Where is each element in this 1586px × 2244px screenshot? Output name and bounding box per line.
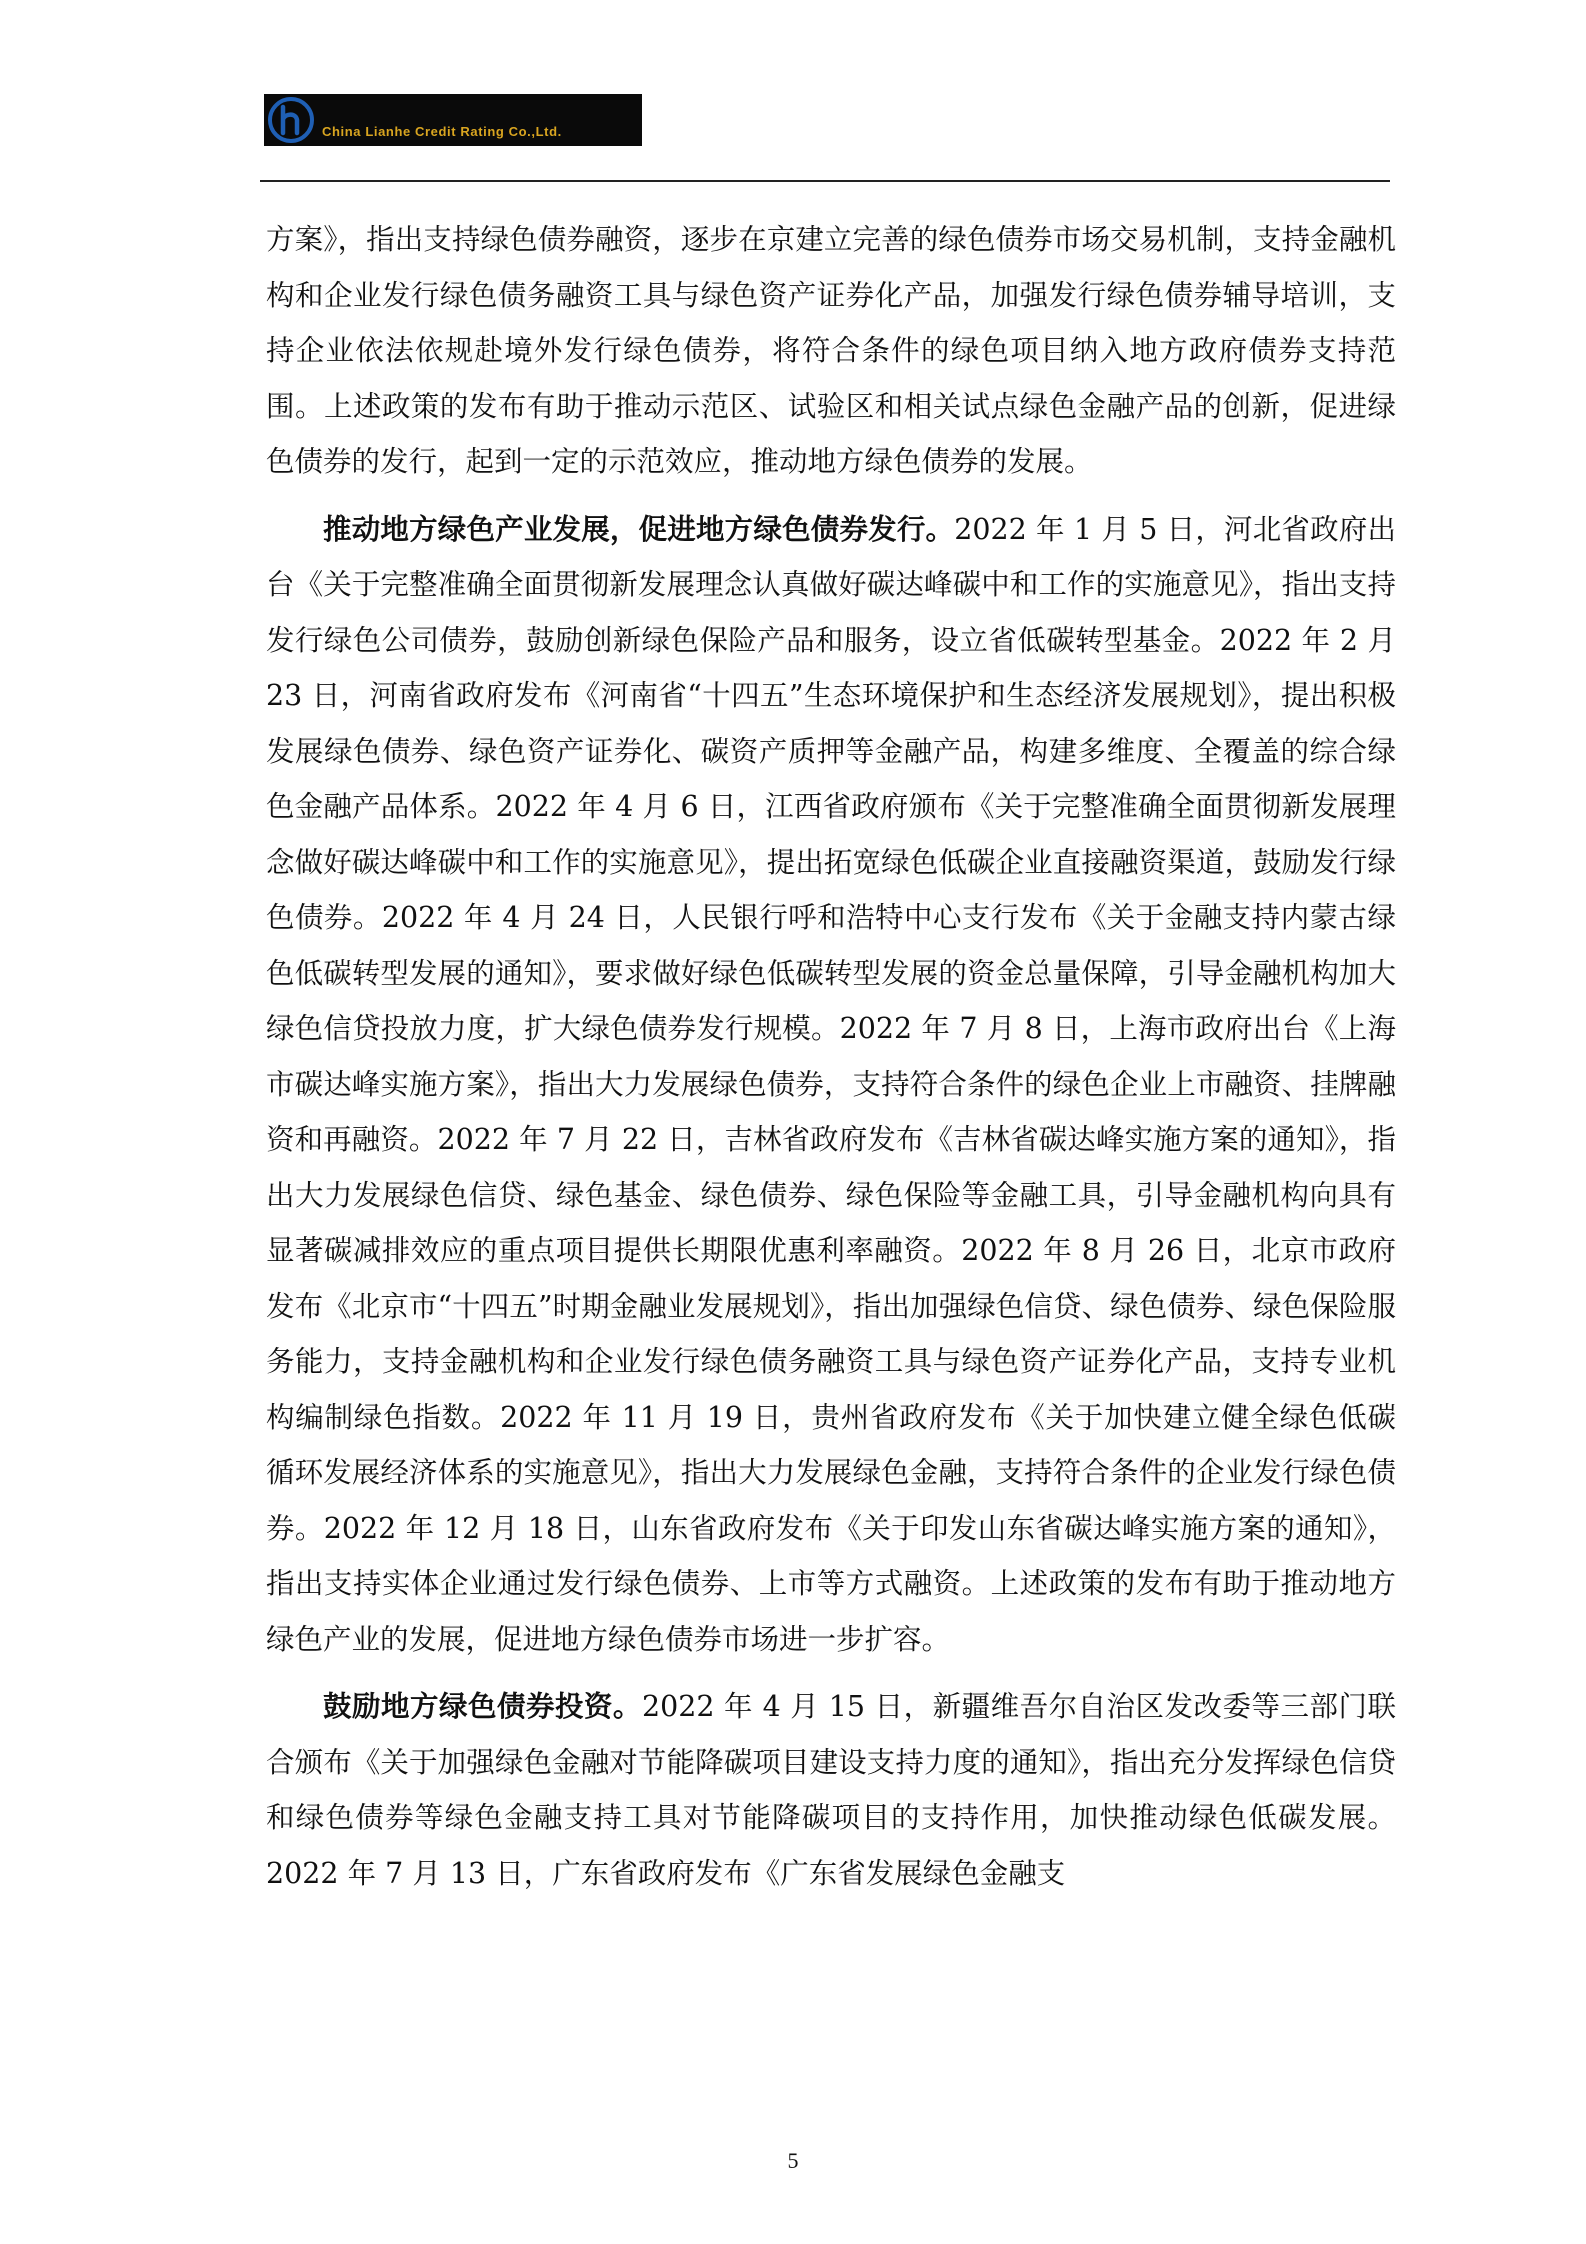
paragraph-3-heading: 鼓励地方绿色债券投资。 [323,1690,642,1723]
paragraph-2-heading: 推动地方绿色产业发展，促进地方绿色债券发行。 [323,512,955,546]
paragraph-1: 方案》，指出支持绿色债券融资，逐步在京建立完善的绿色债券市场交易机制，支持金融机构和企业发行绿色债务融资工具与绿色资产证券化产品，加强发行绿色债券辅导培训，支持企业依法依规赴境外发行绿色债券，将符合条件的绿色项目纳入地方政府债券支持范围。上述政策的发布有助于推动示范区、试验区和相关试点绿色金融产品的创新，促进绿色债券的发行，起到一定的示范效应，推动地方绿色债券的发展。 [266,223,1396,478]
header-divider [260,180,1390,182]
logo-text: China Lianhe Credit Rating Co.,Ltd. [322,124,562,139]
lianhe-logo-icon [266,95,316,145]
company-logo [264,94,642,146]
paragraph-3-text: 2022 年 4 月 15 日，新疆维吾尔自治区发改委等三部门联合颁布《关于加强绿色金融对节能降碳项目建设支持力度的通知》，指出充分发挥绿色信贷和绿色债券等绿色金融支持工具对节能降碳项目的支持作用，加快推动绿色低碳发展。2022 年 7 月 13 日，广东省政府发布《广东省发展绿色金融支 [266,1690,1396,1890]
paragraph-2 [266,502,1396,1668]
document-body [266,212,1396,1913]
page-number: 5 [787,2148,799,2173]
paragraph-3 [266,1679,1396,1901]
paragraph-2-text: 2022 年 1 月 5 日，河北省政府出台《关于完整准确全面贯彻新发展理念认真做好碳达峰碳中和工作的实施意见》，指出支持发行绿色公司债券，鼓励创新绿色保险产品和服务，设立省低碳转型基金。2022 年 2 月 23 日，河南省政府发布《河南省“十四五”生态环境保护和生态经济发展规划》，提出积极发展绿色债券、绿色资产证券化、碳资产质押等金融产品，构建多维度、全覆盖的综合绿色金融产品体系。2022 年 4 月 6 日，江西省政府颁布《关于完整准确全面贯彻新发展理念做好碳达峰碳中和工作的实施意见》，提出拓宽绿色低碳企业直接融资渠道，鼓励发行绿色债券。2022 年 4 月 24 日，人民银行呼和浩特中心支行发布《关于金融支持内蒙古绿色低碳转型发展的通知》，要求做好绿色低碳转型发展的资金总量保障，引导金融机构加大绿色信贷投放力度，扩大绿色债券发行规模。2022 年 7 月 8 日，上海市政府出台《上海市碳达峰实施方案》，指出大力发展绿色债券，支持符合条件的绿色企业上市融资、挂牌融资和再融资。2022 年 7 月 22 日，吉林省政府发布《吉林省碳达峰实施方案的通知》，指出大力发展绿色信贷、绿色基金、绿色债券、绿色保险等金融工具，引导金融机构向具有显著碳减排效应的重点项目提供长期限优惠利率融资。2022 年 8 月 26 日，北京市政府发布《北京市“十四五”时期金融业发展规划》，指出加强绿色信贷、绿色债券、绿色保险服务能力，支持金融机构和企业发行绿色债务融资工具与绿色资产证券化产品，支持专业机构编制绿色指数。2022 年 11 月 19 日，贵州省政府发布《关于加快建立健全绿色低碳循环发展经济体系的实施意见》，指出大力发展绿色金融，支持符合条件的企业发行绿色债券。2022 年 12 月 18 日，山东省政府发布《关于印发山东省碳达峰实施方案的通知》，指出支持实体企业通过发行绿色债券、上市等方式融资。上述政策的发布有助于推动地方绿色产业的发展，促进地方绿色债券市场进一步扩容。 [266,512,1396,1656]
